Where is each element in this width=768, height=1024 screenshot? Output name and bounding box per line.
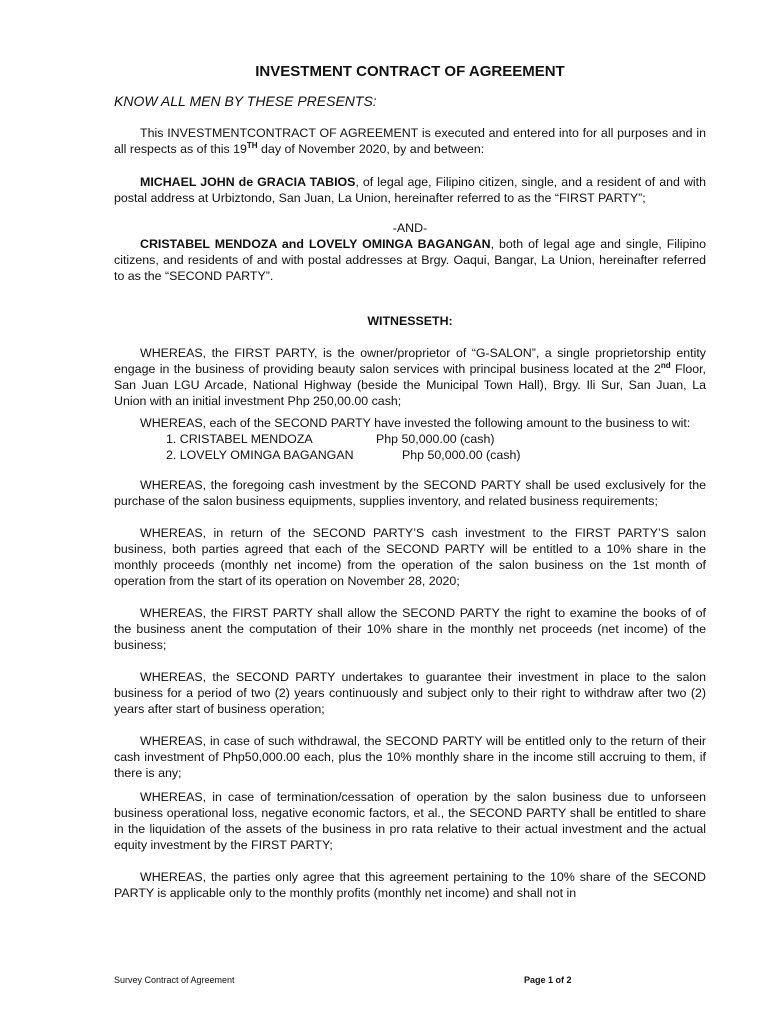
intro-heading: KNOW ALL MEN BY THESE PRESENTS: xyxy=(114,93,377,109)
whereas-paragraph-3: WHEREAS, the foregoing cash investment by the SECOND PARTY shall be used exclusively for the purchase of the salon business equipments, supplies inventory, and related business requirements; xyxy=(114,478,706,508)
second-party-name: CRISTABEL MENDOZA and LOVELY OMINGA BAGANGAN xyxy=(140,237,491,251)
whereas-1-text-b: Floor, San Juan LGU Arcade, National Highway (beside the Municipal Town Hall), Brgy. Ili Sur, San Juan, La Union with an initial investment Php 250,00.00 cash; xyxy=(114,362,707,408)
list-item xyxy=(114,447,706,463)
second-party-paragraph xyxy=(114,236,706,284)
whereas-paragraph-1 xyxy=(114,345,706,409)
investor-amount: Php 50,000.00 (cash) xyxy=(376,432,495,446)
second-party-text: , both of legal age and single, Filipino citizens, and residents of and with postal addresses at Brgy. Oaqui, Bangar, La Union, hereinafter referred to as the “SECOND PARTY”. xyxy=(114,237,706,283)
footer-document-name: Survey Contract of Agreement xyxy=(114,975,235,985)
whereas-1-text-a: WHEREAS, the FIRST PARTY, is the owner/proprietor of “G-SALON”, a single proprietorship entity engage in the business of providing beauty salon services with principal business located at the 2 xyxy=(114,346,706,376)
whereas-paragraph-2: WHEREAS, each of the SECOND PARTY have invested the following amount to the business to wit: xyxy=(140,416,691,430)
investor-name: 1. CRISTABEL MENDOZA xyxy=(166,432,313,446)
list-item xyxy=(114,431,706,447)
witnesseth-heading: WITNESSETH: xyxy=(367,314,453,328)
execution-superscript: TH xyxy=(246,141,258,150)
document-page xyxy=(114,62,706,901)
investor-amount: Php 50,000.00 (cash) xyxy=(402,448,521,462)
whereas-paragraph-6: WHEREAS, the SECOND PARTY undertakes to guarantee their investment in place to the salon business for a period of two (2) years continuously and subject only to their right to withdraw after two (2) years after start of business operation; xyxy=(114,670,706,716)
whereas-paragraph-7: WHEREAS, in case of such withdrawal, the SECOND PARTY will be entitled only to the return of their cash investment of Php50,000.00 each, plus the 10% monthly share in the income still accruing to them, if there is any; xyxy=(114,734,706,780)
execution-text-1: This INVESTMENTCONTRACT OF AGREEMENT is executed and entered into for all purposes and in all respects as of this 19 xyxy=(114,126,706,156)
investor-name: 2. LOVELY OMINGA BAGANGAN xyxy=(166,448,354,462)
whereas-paragraph-5: WHEREAS, the FIRST PARTY shall allow the SECOND PARTY the right to examine the books of of the business anent the computation of their 10% share in the monthly net proceeds (net income) of the business; xyxy=(114,606,706,652)
whereas-paragraph-8: WHEREAS, in case of termination/cessation of operation by the salon business due to unforseen business operational loss, negative economic factors, et al., the SECOND PARTY shall be entitled to share in the liquidation of the assets of the business in pro rata relative to their actual investment and the actual equity investment by the FIRST PARTY; xyxy=(114,790,706,852)
investor-list xyxy=(114,431,706,463)
first-party-name: MICHAEL JOHN de GRACIA TABIOS xyxy=(140,175,356,189)
first-party-paragraph xyxy=(114,174,706,206)
whereas-1-superscript: nd xyxy=(660,361,671,370)
document-title: INVESTMENT CONTRACT OF AGREEMENT xyxy=(255,63,565,80)
footer-page-number: Page 1 of 2 xyxy=(524,975,572,985)
whereas-paragraph-4: WHEREAS, in return of the SECOND PARTY’S cash investment to the FIRST PARTY’S salon business, both parties agreed that each of the SECOND PARTY will be entitled to a 10% share in the monthly proceeds (monthly net income) from the operation of the salon business on the 1st month of operation from the start of its operation on November 28, 2020; xyxy=(114,526,706,588)
whereas-paragraph-9: WHEREAS, the parties only agree that this agreement pertaining to the 10% share of the SECOND PARTY is applicable only to the monthly profits (monthly net income) and shall not in xyxy=(114,870,706,900)
first-party-text: , of legal age, Filipino citizen, single, and a resident of and with postal address at Urbiztondo, San Juan, La Union, hereinafter referred to as the “FIRST PARTY”; xyxy=(114,175,706,205)
execution-paragraph xyxy=(114,125,706,157)
execution-text-2: day of November 2020, by and between: xyxy=(257,142,485,156)
and-separator: -AND- xyxy=(392,221,428,235)
